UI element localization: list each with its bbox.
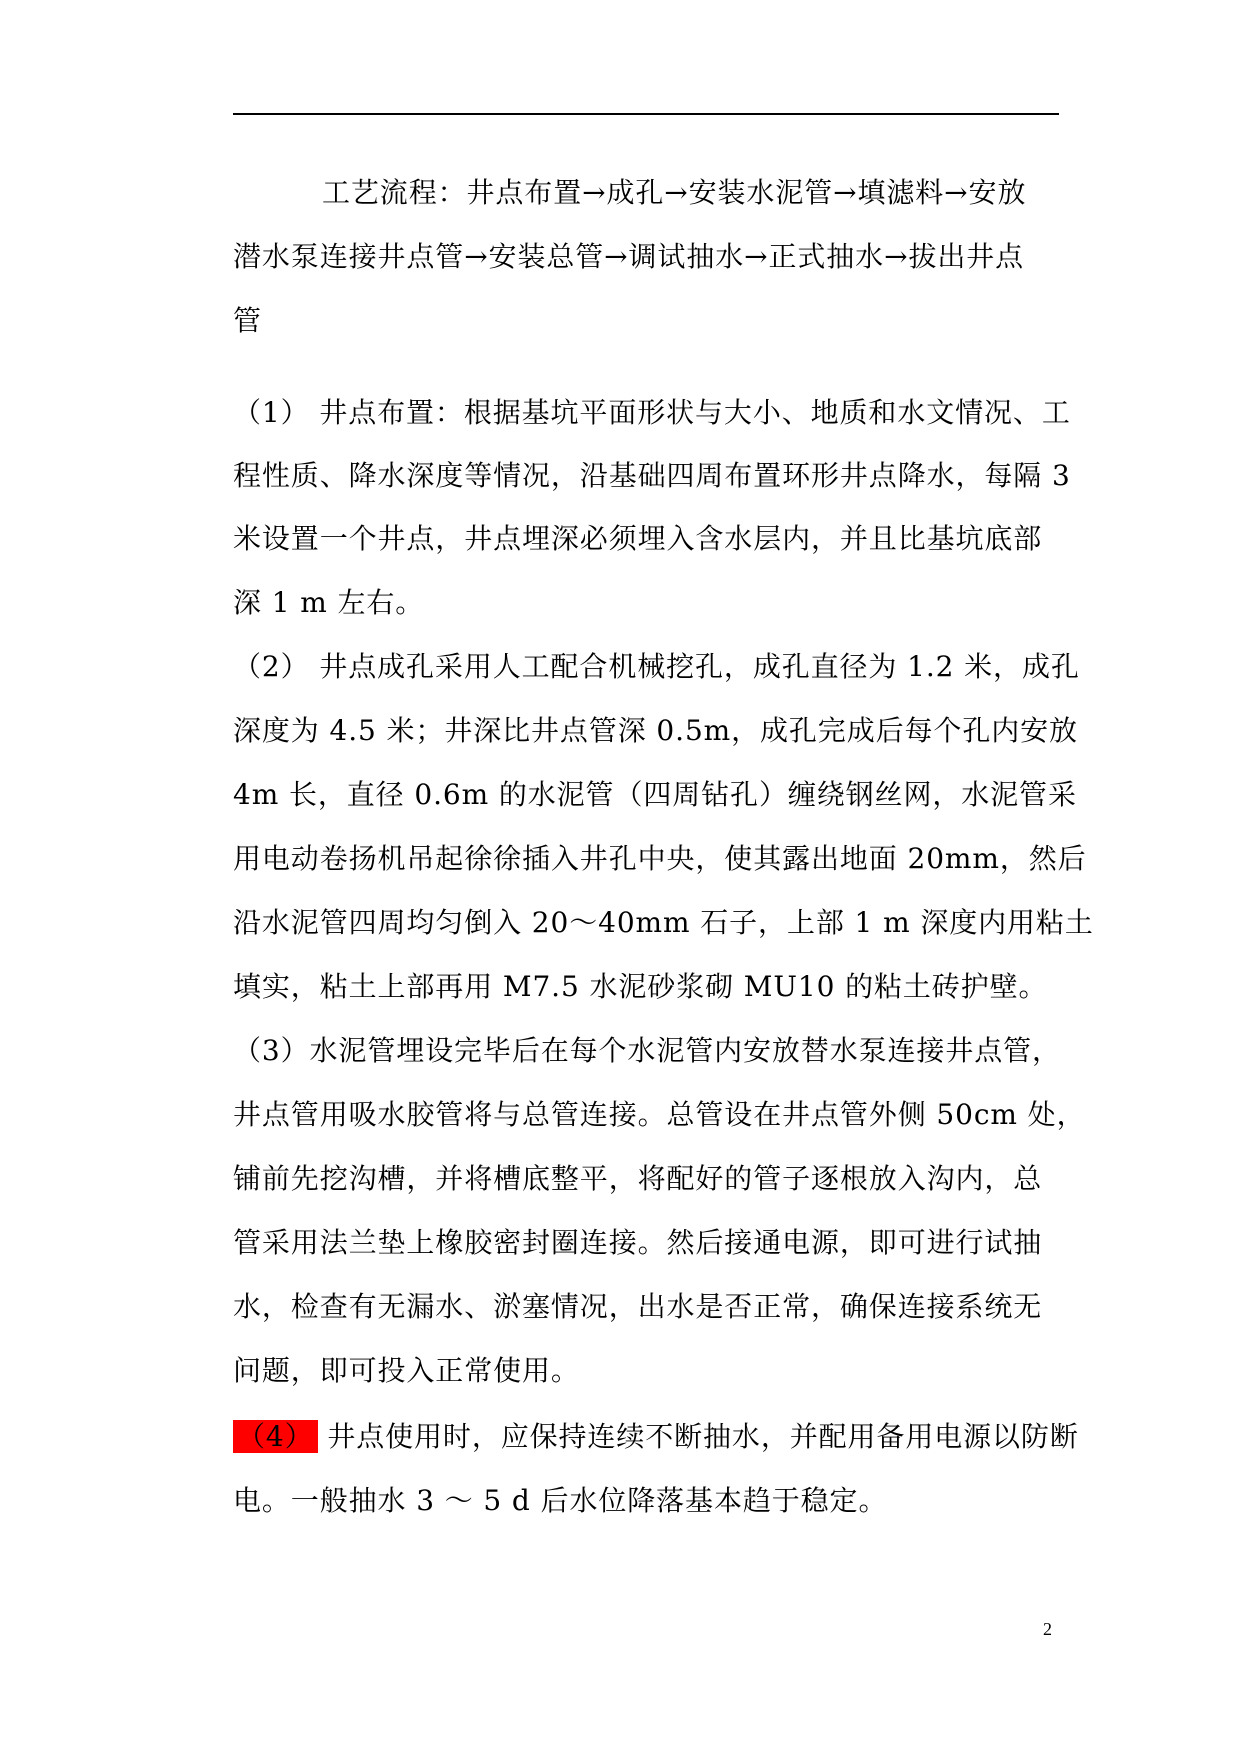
item-3-line: 井点管用吸水胶管将与总管连接。总管设在井点管外侧 50cm 处， [233, 1098, 1086, 1131]
item-2-line: 用电动卷扬机吊起徐徐插入井孔中央，使其露出地面 20mm，然后 [233, 842, 1087, 875]
item-2-line: 4m 长，直径 0.6m 的水泥管（四周钻孔）缠绕钢丝网，水泥管采 [233, 778, 1077, 811]
item-3-line: 水，检查有无漏水、淤塞情况，出水是否正常，确保连接系统无 [233, 1290, 1043, 1323]
item-3-line: 问题，即可投入正常使用。 [233, 1354, 580, 1387]
process-flow-line: 管 [233, 304, 262, 337]
process-flow-line: 潜水泵连接井点管→安装总管→调试抽水→正式抽水→拔出井点 [233, 240, 1025, 273]
process-flow-line: 工艺流程：井点布置→成孔→安装水泥管→填滤料→安放 [322, 176, 1027, 209]
item-1-line: （1） 井点布置：根据基坑平面形状与大小、地质和水文情况、工 [233, 396, 1071, 429]
item-4-marker: （4） [233, 1420, 318, 1453]
page-number: 2 [1043, 1619, 1052, 1639]
item-4-line [233, 1417, 1079, 1457]
item-4-text: 井点使用时，应保持连续不断抽水，并配用备用电源以防断 [317, 1420, 1079, 1453]
header-rule [233, 113, 1059, 115]
item-2-line: 沿水泥管四周均匀倒入 20～40mm 石子，上部 1 m 深度内用粘土 [233, 906, 1094, 939]
item-3-line: 铺前先挖沟槽，并将槽底整平，将配好的管子逐根放入沟内，总 [233, 1162, 1043, 1195]
item-4-line: 电。一般抽水 3 ～ 5 d 后水位降落基本趋于稳定。 [233, 1484, 888, 1517]
item-2-line: （2） 井点成孔采用人工配合机械挖孔，成孔直径为 1.2 米，成孔 [233, 650, 1080, 683]
item-3-line: 管采用法兰垫上橡胶密封圈连接。然后接通电源，即可进行试抽 [233, 1226, 1043, 1259]
item-2-line: 填实，粘土上部再用 M7.5 水泥砂浆砌 MU10 的粘土砖护壁。 [233, 970, 1048, 1003]
item-2-line: 深度为 4.5 米；井深比井点管深 0.5m，成孔完成后每个孔内安放 [233, 714, 1078, 747]
item-1-line: 程性质、降水深度等情况，沿基础四周布置环形井点降水，每隔 3 [233, 459, 1071, 492]
item-1-line: 米设置一个井点，井点埋深必须埋入含水层内，并且比基坑底部 [233, 522, 1043, 555]
item-1-line: 深 1 m 左右。 [233, 586, 425, 619]
item-3-line: （3）水泥管埋设完毕后在每个水泥管内安放替水泵连接井点管， [233, 1034, 1061, 1067]
